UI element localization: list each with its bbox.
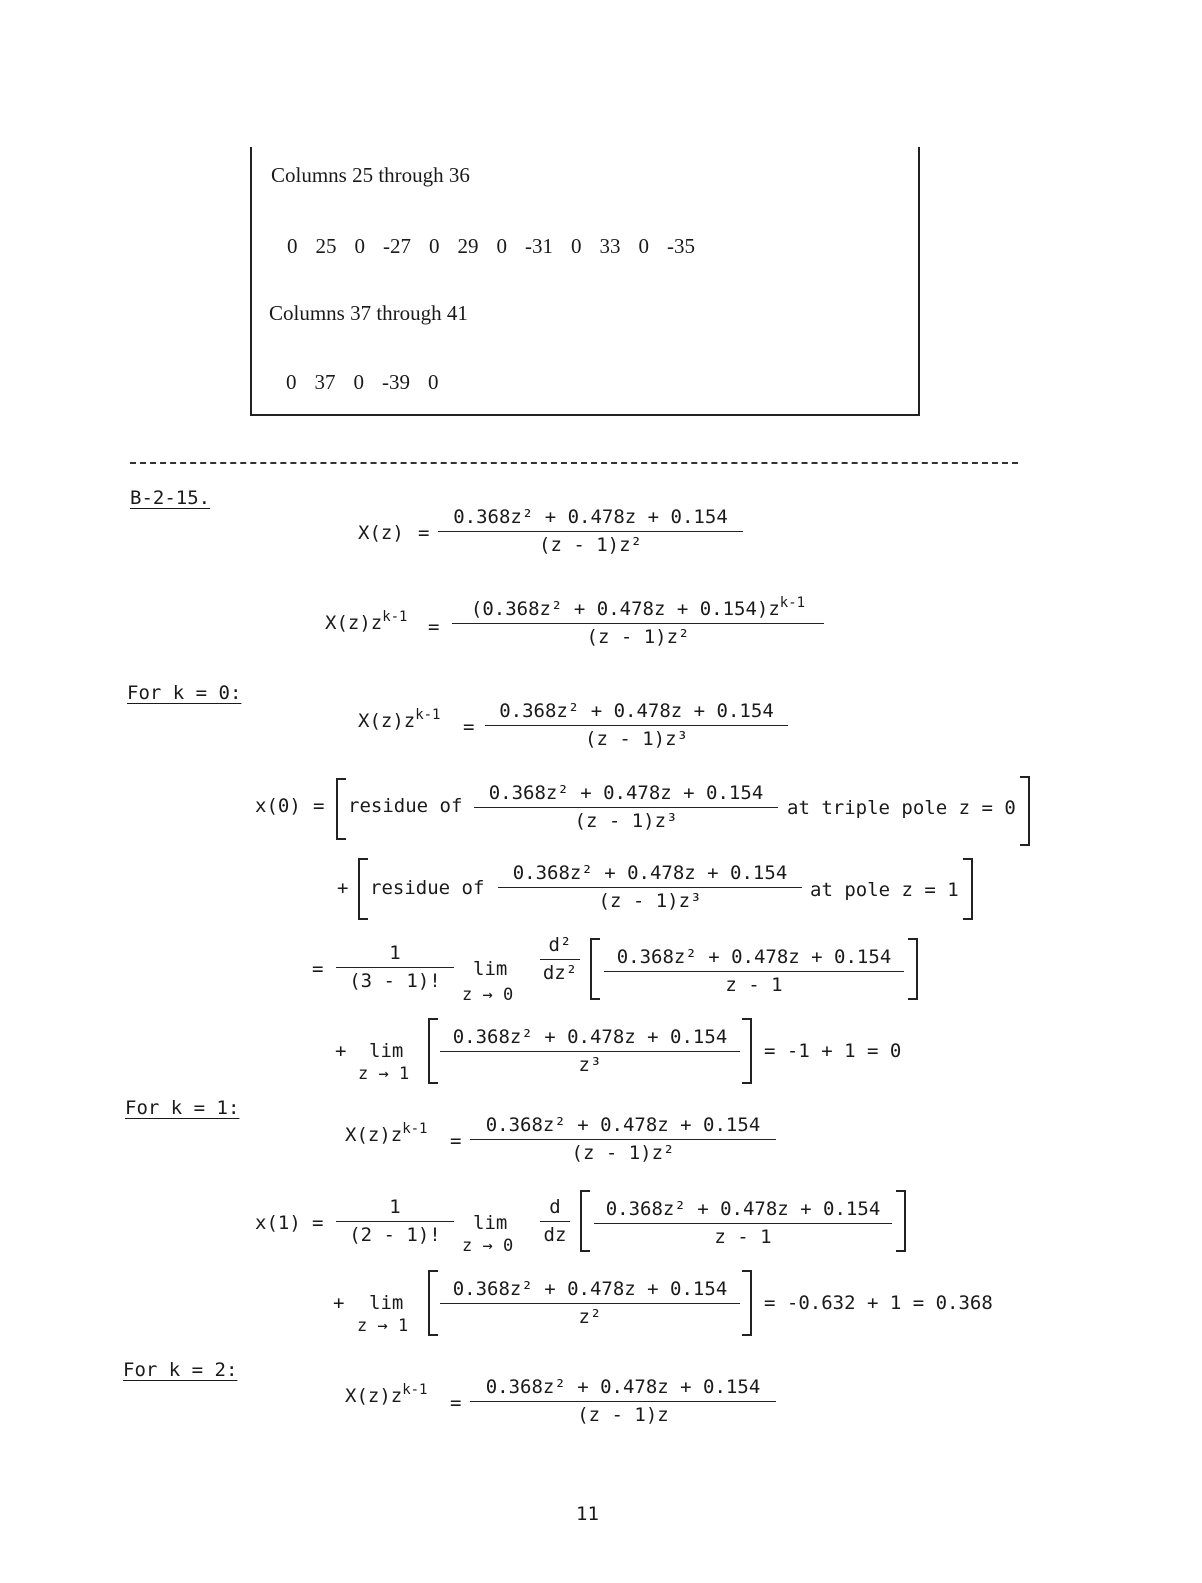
fraction-numerator: 0.368z² + 0.478z + 0.154 <box>616 946 892 968</box>
value-cell: 37 <box>314 370 336 394</box>
left-bracket <box>428 1270 438 1336</box>
equals-sign: = <box>450 1392 462 1414</box>
value-cell: 29 <box>457 234 479 258</box>
fraction-denominator: dz² <box>542 962 578 984</box>
fraction-bar <box>540 959 580 960</box>
fraction-numerator: 0.368z² + 0.478z + 0.154 <box>488 782 764 804</box>
fraction-numerator: 0.368z² + 0.478z + 0.154 <box>452 1278 728 1300</box>
fraction-bar <box>594 1223 892 1224</box>
equals-sign: = <box>428 616 440 638</box>
fraction-denominator: (z - 1)z² <box>539 534 642 556</box>
right-bracket <box>896 1190 906 1252</box>
xzk-lhs <box>325 609 408 634</box>
equals-sign: = <box>313 795 325 817</box>
residue-of-label: residue of <box>370 877 485 899</box>
lim-subscript: z → 0 <box>462 985 514 1005</box>
derivative-fraction-k1 <box>594 1198 892 1248</box>
xzk-base: X(z)z <box>358 710 416 732</box>
factorial-fraction <box>336 942 454 992</box>
xzk-lhs <box>345 1121 428 1146</box>
plus-sign: + <box>337 877 349 899</box>
k2-fraction <box>470 1376 776 1426</box>
equals-sign: = <box>312 1212 324 1234</box>
fraction-denominator: z² <box>578 1306 602 1328</box>
exponent: k-1 <box>779 595 806 611</box>
fraction-denominator: (z - 1)z³ <box>598 890 702 912</box>
fraction-bar <box>452 623 824 624</box>
fraction-denominator: dz <box>543 1224 567 1246</box>
plus-sign: + <box>335 1040 347 1062</box>
fraction-denominator: (3 - 1)! <box>349 970 441 992</box>
fraction-bar <box>438 531 743 532</box>
second-derivative-operator <box>540 934 580 984</box>
numerator-text: (0.368z² + 0.478z + 0.154)z <box>470 598 780 620</box>
fraction-numerator: 0.368z² + 0.478z + 0.154 <box>453 506 728 528</box>
value-cell: 33 <box>599 234 621 258</box>
fraction-numerator: 0.368z² + 0.478z + 0.154 <box>485 1114 761 1136</box>
value-cell: -35 <box>667 234 695 258</box>
columns-values-row-2 <box>286 370 457 395</box>
value-cell: 0 <box>638 234 649 258</box>
lim-text: lim <box>369 1040 404 1062</box>
left-bracket <box>580 1190 590 1252</box>
fraction-numerator: 0.368z² + 0.478z + 0.154 <box>499 700 774 722</box>
fraction-bar <box>440 1051 740 1052</box>
equals-sign: = <box>312 958 324 980</box>
lim-subscript: z → 1 <box>358 1064 410 1084</box>
residue-fraction-1 <box>474 782 778 832</box>
lim-subscript: z → 0 <box>462 1236 514 1256</box>
columns-header-2: Columns 37 through 41 <box>269 301 468 325</box>
fraction-bar <box>336 967 454 968</box>
columns-header-1: Columns 25 through 36 <box>271 163 470 187</box>
left-bracket <box>428 1018 438 1084</box>
right-bracket <box>908 938 918 1000</box>
x1-lhs: x(1) <box>255 1212 301 1234</box>
value-cell: 0 <box>429 234 440 258</box>
fraction-denominator: (z - 1)z² <box>571 1142 675 1164</box>
limit-fraction-k1 <box>440 1278 740 1328</box>
page-number: 11 <box>576 1503 599 1525</box>
left-bracket <box>590 938 600 1000</box>
fraction-denominator: (z - 1)z² <box>586 626 690 648</box>
fraction-bar <box>440 1303 740 1304</box>
xzk-lhs <box>358 707 441 732</box>
fraction-denominator: z - 1 <box>714 1226 772 1248</box>
k1-result: = -0.632 + 1 = 0.368 <box>764 1292 993 1314</box>
fraction-denominator: z - 1 <box>725 974 783 996</box>
equals-sign: = <box>450 1130 462 1152</box>
xz-fraction <box>438 506 743 556</box>
value-cell: 0 <box>428 370 439 394</box>
fraction-numerator: 0.368z² + 0.478z + 0.154 <box>485 1376 761 1398</box>
right-bracket <box>963 858 973 920</box>
plus-sign: + <box>333 1292 345 1314</box>
fraction-numerator: 0.368z² + 0.478z + 0.154 <box>512 862 788 884</box>
exponent: k-1 <box>402 1121 428 1137</box>
residue-of-label: residue of <box>348 795 463 817</box>
fraction-numerator: 0.368z² + 0.478z + 0.154 <box>452 1026 728 1048</box>
problem-label: B-2-15. <box>130 487 211 509</box>
equals-sign: = <box>418 522 430 544</box>
for-k0-label: For k = 0: <box>127 682 242 704</box>
fraction-bar <box>336 1221 454 1222</box>
right-bracket <box>742 1018 752 1084</box>
k1-fraction <box>470 1114 776 1164</box>
x0-lhs: x(0) <box>255 795 301 817</box>
k0-result: = -1 + 1 = 0 <box>764 1040 902 1062</box>
for-k2-label: For k = 2: <box>123 1359 238 1381</box>
fraction-numerator: d² <box>548 934 572 956</box>
fraction-denominator: (z - 1)z³ <box>574 810 678 832</box>
fraction-bar <box>604 971 904 972</box>
value-cell: -31 <box>525 234 553 258</box>
left-bracket <box>336 778 346 840</box>
right-bracket <box>742 1270 752 1336</box>
xz-lhs: X(z) <box>358 522 404 544</box>
for-k1-label: For k = 1: <box>125 1097 240 1119</box>
value-cell: -39 <box>382 370 410 394</box>
factorial-fraction <box>336 1196 454 1246</box>
k0-fraction <box>485 700 788 750</box>
fraction-numerator: d <box>549 1196 561 1218</box>
fraction-bar <box>474 807 778 808</box>
fraction-bar <box>485 725 788 726</box>
fraction-numerator: 0.368z² + 0.478z + 0.154 <box>605 1198 881 1220</box>
value-cell: -27 <box>383 234 411 258</box>
fraction-numerator: 1 <box>389 942 401 964</box>
fraction-numerator <box>470 595 806 620</box>
fraction-bar <box>498 887 802 888</box>
exponent: k-1 <box>415 707 441 723</box>
fraction-denominator: z³ <box>578 1054 602 1076</box>
derivative-operator <box>540 1196 570 1246</box>
residue-fraction-2 <box>498 862 802 912</box>
columns-values-row-1 <box>287 234 713 259</box>
value-cell: 0 <box>287 234 298 258</box>
value-cell: 0 <box>354 234 365 258</box>
fraction-bar <box>470 1139 776 1140</box>
xzk-base: X(z)z <box>345 1385 403 1407</box>
fraction-bar <box>470 1401 776 1402</box>
exponent: k-1 <box>402 1382 428 1398</box>
exponent: k-1 <box>382 609 408 625</box>
dashed-separator <box>130 462 1018 464</box>
at-pole-text: at pole z = 1 <box>810 879 959 901</box>
value-cell: 0 <box>496 234 507 258</box>
value-cell: 0 <box>571 234 582 258</box>
right-bracket <box>1020 776 1030 846</box>
xzk-fraction <box>452 595 824 648</box>
fraction-bar <box>540 1221 570 1222</box>
lim-subscript: z → 1 <box>357 1316 409 1336</box>
derivative-fraction <box>604 946 904 996</box>
lim-text: lim <box>473 1212 508 1234</box>
left-bracket <box>358 858 368 920</box>
value-cell: 0 <box>353 370 364 394</box>
fraction-denominator: (z - 1)z <box>577 1404 669 1426</box>
lim-text: lim <box>369 1292 404 1314</box>
fraction-numerator: 1 <box>389 1196 401 1218</box>
value-cell: 0 <box>286 370 297 394</box>
value-cell: 25 <box>315 234 337 258</box>
lim-text: lim <box>473 958 508 980</box>
equals-sign: = <box>463 716 475 738</box>
limit-fraction-k0 <box>440 1026 740 1076</box>
xzk-base: X(z)z <box>345 1124 403 1146</box>
fraction-denominator: (2 - 1)! <box>349 1224 441 1246</box>
fraction-denominator: (z - 1)z³ <box>585 728 688 750</box>
xzk-lhs <box>345 1382 428 1407</box>
xzk-base: X(z)z <box>325 612 383 634</box>
at-triple-pole-text: at triple pole z = 0 <box>787 797 1016 819</box>
